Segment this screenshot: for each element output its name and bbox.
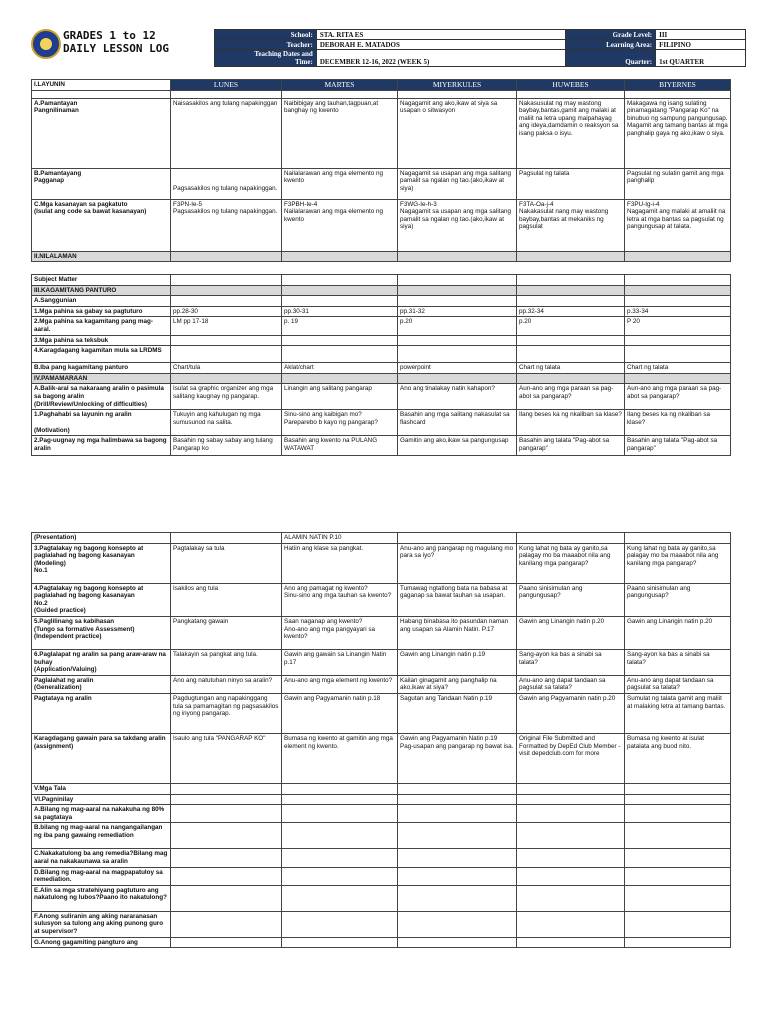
objectives-table [31, 79, 731, 262]
cell-biyernes [625, 911, 731, 937]
dates-label-line1: Teaching Dates and [254, 50, 313, 58]
cell-biyernes: Pagsulat ng sulatin gamit ang mga panghalip [625, 168, 731, 199]
cell-martes: Sinu-sino ang kaibigan mo? Pareparebo b kayo ng pangarap? [282, 410, 398, 436]
school-value: STA. RITA ES [316, 30, 565, 40]
title-line-2: DAILY LESSON LOG [63, 42, 169, 55]
table-row [32, 251, 731, 262]
cell-martes: Anu-ano ang mga element ng kwento? [282, 675, 398, 693]
row-label: 3.Pagtalakay ng bagong konsepto at paglalahad ng bagong kasanayan (Modeling) No.1 [32, 543, 171, 583]
grade-label: Grade Level: [566, 30, 656, 40]
cell-huwebes: F3TA-Oa-j-4 Nakakasulat nang may wastong baybay,bantas at mekaniks ng pagsulat [517, 199, 625, 251]
row-label: B.Pamantayang Pagganap [32, 168, 171, 199]
cell-miyerkules: Kailan ginagamit ang panghalip na ako,ikaw at siya? [398, 675, 517, 693]
cell-miyerkules: Sagutan ang Tandaan Natin p.19 [398, 693, 517, 733]
cell-huwebes [517, 911, 625, 937]
cell-biyernes [625, 251, 731, 262]
cell-martes [282, 937, 398, 948]
cell-martes: pp.30-31 [282, 306, 398, 317]
header [31, 29, 746, 73]
cell-martes [282, 251, 398, 262]
cell-martes [282, 805, 398, 823]
empty-cell [517, 90, 625, 98]
row-label: III.KAGAMITANG PANTURO [32, 285, 171, 296]
table-row [32, 410, 731, 436]
table-row [32, 937, 731, 948]
cell-biyernes [625, 533, 731, 544]
teacher-label: Teacher: [215, 40, 317, 50]
cell-martes [282, 285, 398, 296]
cell-huwebes: Anu-ano ang dapat tandaan sa pagsulat sa talata? [517, 675, 625, 693]
cell-huwebes: Paano sinisimulan ang pangungusap? [517, 583, 625, 616]
row-label: B.Iba pang kagamitang panturo [32, 363, 171, 374]
cell-huwebes [517, 296, 625, 307]
cell-huwebes [517, 885, 625, 911]
table-row [32, 616, 731, 649]
row-label: 4.Karagdagang kagamitan mula sa LRDMS [32, 346, 171, 363]
teacher-value: DEBORAH E. MATADOS [316, 40, 565, 50]
cell-miyerkules: p.20 [398, 317, 517, 335]
cell-martes [282, 911, 398, 937]
cell-miyerkules [398, 346, 517, 363]
cell-miyerkules: pp.31-32 [398, 306, 517, 317]
row-label: 1.Paghahabi sa layunin ng aralin (Motivation) [32, 410, 171, 436]
cell-huwebes [517, 533, 625, 544]
procedure-table [31, 532, 731, 948]
cell-lunes [171, 335, 282, 346]
cell-miyerkules: Habang binabasa ito pasundan naman ang usapan sa Alamin Natin. P.17 [398, 616, 517, 649]
cell-lunes [171, 805, 282, 823]
table-row [32, 885, 731, 911]
cell-lunes: Ano ang natutuhan ninyo sa aralin? [171, 675, 282, 693]
cell-biyernes: Gawin ang Linangin natin p.20 [625, 616, 731, 649]
cell-huwebes: Aun-ano ang mga paraan sa pag-abot sa pangarap? [517, 384, 625, 410]
row-label: Subject Matter [32, 275, 171, 286]
cell-biyernes [625, 823, 731, 849]
day-header-huwebes: HUWEBES [517, 80, 625, 91]
cell-martes: F3PBH-Ie-4 Nailalarawan ang mga elemento ng kwento [282, 199, 398, 251]
table-row [32, 867, 731, 885]
cell-martes: Saan naganap ang kwento? Ano-ano ang mga pangyayari sa kwento? [282, 616, 398, 649]
cell-huwebes: Pagsulat ng talata [517, 168, 625, 199]
cell-martes: Aklat/chart [282, 363, 398, 374]
area-label: Learning Area: [566, 40, 656, 50]
cell-biyernes: Anu-ano ang dapat tandaan sa pagsulat sa talata? [625, 675, 731, 693]
table-row [32, 649, 731, 675]
cell-miyerkules: Gawin ang Pagyamanin Natin p.19 Pag-usapan ang pangarap ng bawat isa. [398, 733, 517, 783]
cell-miyerkules: Tumawag ngtatlong bata na babasa at gaganap sa bawat tauhan sa usapan. [398, 583, 517, 616]
row-label: F.Anong suliranin ang aking nararanasan sulusyon sa tulong ang aking punong guro at supervisor? [32, 911, 171, 937]
cell-biyernes [625, 783, 731, 794]
cell-miyerkules [398, 849, 517, 867]
cell-miyerkules [398, 823, 517, 849]
cell-lunes [171, 911, 282, 937]
cell-miyerkules [398, 911, 517, 937]
cell-lunes [171, 794, 282, 805]
cell-miyerkules [398, 533, 517, 544]
cell-huwebes [517, 783, 625, 794]
cell-biyernes: Ilang beses ka ng nkaliban sa klase? [625, 410, 731, 436]
cell-lunes: Pagsasakilos ng tulang napakinggan. [171, 168, 282, 199]
cell-lunes: Tukuyin ang kahulugan ng mga sumusunod na salita. [171, 410, 282, 436]
title-line-1: GRADES 1 to 12 [63, 29, 156, 42]
day-header-miyerkules: MIYERKULES [398, 80, 517, 91]
cell-huwebes: Original File Submitted and Formatted by DepEd Club Member - visit depedclub.com for more [517, 733, 625, 783]
cell-huwebes [517, 373, 625, 384]
cell-lunes [171, 251, 282, 262]
table-row [32, 794, 731, 805]
cell-martes [282, 275, 398, 286]
cell-lunes: Pagtalakay sa tula [171, 543, 282, 583]
row-label: 2.Pag-uugnay ng mga halimbawa sa bagong aralin [32, 436, 171, 456]
cell-huwebes: Basahin ang talata "Pag-abot sa pangarap" [517, 436, 625, 456]
table-row [32, 384, 731, 410]
cell-biyernes: Chart ng talata [625, 363, 731, 374]
cell-miyerkules: Basahin ang mga salitang nakasulat sa flashcard [398, 410, 517, 436]
cell-lunes [171, 823, 282, 849]
cell-lunes: F3PN-Ie-5 Pagsasakilos ng tulang napakinggan. [171, 199, 282, 251]
cell-miyerkules: Nagagamit ang ako,ikaw at siya sa usapan o sitwasyon [398, 98, 517, 168]
cell-huwebes: Gawin ang Pagyamanin natin p.20 [517, 693, 625, 733]
cell-miyerkules [398, 373, 517, 384]
meta-table [214, 29, 746, 67]
row-label: IV.PAMAMARAAN [32, 373, 171, 384]
table-row [32, 783, 731, 794]
row-label: V.Mga Tala [32, 783, 171, 794]
cell-huwebes [517, 285, 625, 296]
cell-martes: Gawin ang Pagyamanin natin p.18 [282, 693, 398, 733]
table-row [32, 306, 731, 317]
cell-biyernes: Sang-ayon ka bas a sinabi sa talata? [625, 649, 731, 675]
row-label: 4.Pagtalakay ng bagong konsepto at paglalahad ng bagong kasanayan No.2 (Guided practice) [32, 583, 171, 616]
cell-lunes [171, 533, 282, 544]
cell-biyernes: Makagawa ng isang sulating pinamagatang "Pangarap Ko" na binubuo ng sampung pangungusap. Magamit ang tamang bantas at mga panghalip gaya ng ako,ikaw o siya. [625, 98, 731, 168]
cell-martes: Basahin ang kwento na PULANG WATAWAT [282, 436, 398, 456]
row-label: A.Sanggunian [32, 296, 171, 307]
cell-biyernes [625, 794, 731, 805]
row-label: C.Mga kasanayan sa pagkatuto (Isulat ang code sa bawat kasanayan) [32, 199, 171, 251]
row-label: (Presentation) [32, 533, 171, 544]
cell-miyerkules [398, 285, 517, 296]
cell-lunes: Talakayin sa pangkat ang tula. [171, 649, 282, 675]
cell-huwebes [517, 346, 625, 363]
cell-biyernes [625, 346, 731, 363]
cell-huwebes [517, 794, 625, 805]
row-label: B.bilang ng mag-aaral na nangangailangan ng iba pang gawaing remediation [32, 823, 171, 849]
cell-lunes: LM pp 17-18 [171, 317, 282, 335]
table-row [32, 363, 731, 374]
cell-lunes [171, 783, 282, 794]
cell-martes [282, 885, 398, 911]
table-row [32, 823, 731, 849]
cell-huwebes [517, 251, 625, 262]
cell-lunes: Basahin ng sabay sabay ang tulang Pangarap ko [171, 436, 282, 456]
cell-lunes [171, 346, 282, 363]
cell-huwebes: Nakasusulat ng may wastong baybay,bantas,gamit ang malaki at maliit na letra upang maipahayag ang ideya,damdamin o reaksyon sa isang paksa o isyu. [517, 98, 625, 168]
cell-biyernes [625, 285, 731, 296]
cell-miyerkules [398, 783, 517, 794]
cell-miyerkules [398, 251, 517, 262]
cell-biyernes: Sumulat ng talata gamit ang maliit at malaking letra at tamang bantas. [625, 693, 731, 733]
row-label: 6.Paglalapat ng aralin sa pang araw-araw na buhay (Application/Valuing) [32, 649, 171, 675]
cell-lunes [171, 867, 282, 885]
cell-martes: Bumasa ng kwento at gamitin ang mga element ng kwento. [282, 733, 398, 783]
table-row [32, 733, 731, 783]
cell-biyernes [625, 805, 731, 823]
row-label: 3.Mga pahina sa teksbuk [32, 335, 171, 346]
table-row [32, 533, 731, 544]
cell-martes [282, 794, 398, 805]
school-label: School: [215, 30, 317, 40]
cell-martes [282, 335, 398, 346]
row-label: D.Bilang ng mag-aaral na magpapatuloy sa remediation. [32, 867, 171, 885]
cell-lunes [171, 373, 282, 384]
cell-lunes: pp.28-30 [171, 306, 282, 317]
cell-lunes: Pagdugtungan ang napakinggang tula sa pamamagitan ng pagsasakilos ng inyong pangarap. [171, 693, 282, 733]
cell-martes [282, 823, 398, 849]
cell-lunes [171, 275, 282, 286]
spacer-row [32, 90, 731, 98]
table-row [32, 296, 731, 307]
cell-miyerkules [398, 885, 517, 911]
row-label: Paglalahat ng aralin (Generalization) [32, 675, 171, 693]
materials-table [31, 274, 731, 456]
row-label: 2.Mga pahina sa kagamitang pang mag-aaral. [32, 317, 171, 335]
row-label: Karagdagang gawain para sa takdang aralin (assignment) [32, 733, 171, 783]
empty-cell [398, 90, 517, 98]
cell-biyernes [625, 849, 731, 867]
table-row [32, 317, 731, 335]
row-label: II.NILALAMAN [32, 251, 171, 262]
row-label: C.Nakakatulong ba ang remedia?Bilang mag aaral na nakakaunawa sa aralin [32, 849, 171, 867]
cell-miyerkules [398, 335, 517, 346]
dates-label-line2: Time: [295, 58, 313, 66]
table-row [32, 285, 731, 296]
table-row [32, 543, 731, 583]
cell-martes: ALAMIN NATIN P.10 [282, 533, 398, 544]
table-row [32, 373, 731, 384]
grade-value: III [656, 30, 746, 40]
row-label: G.Anong gagamiting pangturo ang [32, 937, 171, 948]
cell-miyerkules [398, 937, 517, 948]
table-row [32, 346, 731, 363]
day-header-lunes: LUNES [171, 80, 282, 91]
cell-huwebes: Ilang beses ka ng nkaliban sa klase? [517, 410, 625, 436]
dates-label [215, 50, 317, 67]
dates-value: DECEMBER 12-16, 2022 (WEEK 5) [316, 50, 565, 67]
cell-lunes: Isulat sa graphic organizer ang mga salitang kaugnay ng pangarap. [171, 384, 282, 410]
row-label: A.Balik-aral sa nakaraang aralin o pasimula sa bagong aralin (Drill/Review/Unlocking of difficulties) [32, 384, 171, 410]
cell-lunes [171, 849, 282, 867]
cell-lunes: Isakilos ang tula [171, 583, 282, 616]
cell-biyernes: P 20 [625, 317, 731, 335]
cell-biyernes [625, 937, 731, 948]
cell-lunes [171, 296, 282, 307]
row-label: 1.Mga pahina sa gabay sa pagtuturo [32, 306, 171, 317]
cell-lunes: Pangkatang gawain [171, 616, 282, 649]
cell-martes: Nailalarawan ang mga elemento ng kwento [282, 168, 398, 199]
cell-biyernes [625, 296, 731, 307]
cell-lunes [171, 885, 282, 911]
empty-cell [625, 90, 731, 98]
cell-huwebes [517, 849, 625, 867]
cell-lunes [171, 285, 282, 296]
quarter-label: Quarter: [566, 50, 656, 67]
cell-huwebes [517, 805, 625, 823]
cell-miyerkules [398, 275, 517, 286]
cell-martes [282, 296, 398, 307]
table-row [32, 911, 731, 937]
quarter-value: 1st QUARTER [656, 50, 746, 67]
table-row [32, 583, 731, 616]
cell-miyerkules: Anu-ano ang pangarap ng magulang mo para sa iyo? [398, 543, 517, 583]
cell-huwebes: Gawin ang Linangin natin p.20 [517, 616, 625, 649]
cell-martes: Ano ang pamagat ng kwento? Sinu-sino ang mga tauhan sa kwento? [282, 583, 398, 616]
cell-huwebes: p.20 [517, 317, 625, 335]
empty-cell [282, 90, 398, 98]
cell-huwebes: Chart ng talata [517, 363, 625, 374]
table-row [32, 335, 731, 346]
cell-miyerkules [398, 296, 517, 307]
cell-huwebes: pp.32-34 [517, 306, 625, 317]
table-row [32, 199, 731, 251]
cell-huwebes [517, 275, 625, 286]
cell-martes: Gawin ang gawain sa Linangin Natin p.17 [282, 649, 398, 675]
day-header-biyernes: BIYERNES [625, 80, 731, 91]
deped-seal-icon [31, 29, 61, 59]
cell-martes [282, 373, 398, 384]
cell-martes [282, 783, 398, 794]
cell-biyernes: Kung lahat ng bata ay ganito,sa palagay mo ba maaabot nila ang kanilang mga pangarap? [625, 543, 731, 583]
cell-miyerkules [398, 805, 517, 823]
day-header-row [32, 80, 731, 91]
cell-biyernes: Aun-ano ang mga paraan sa pag-abot sa pangarap? [625, 384, 731, 410]
cell-miyerkules: Gamitin ang ako,ikaw sa pangungusap [398, 436, 517, 456]
cell-martes: p. 19 [282, 317, 398, 335]
cell-lunes: Chart/tula [171, 363, 282, 374]
cell-miyerkules: Nagagamit sa usapan ang mga salitang pamalit sa ngalan ng tao.(ako,ikaw at siya) [398, 168, 517, 199]
cell-biyernes: Basahin ang talata "Pag-abot sa pangarap" [625, 436, 731, 456]
cell-biyernes [625, 867, 731, 885]
cell-lunes: Naisasakilos ang tulang napakinggan [171, 98, 282, 168]
cell-miyerkules: Ano ang tinalakay natin kahapon? [398, 384, 517, 410]
row-label: VI.Pagninilay [32, 794, 171, 805]
cell-miyerkules: Gawin ang Linangin natin p.19 [398, 649, 517, 675]
cell-lunes: Isaulo ang tula "PANGARAP KO" [171, 733, 282, 783]
table-row [32, 805, 731, 823]
cell-martes: Hatiin ang klase sa pangkat. [282, 543, 398, 583]
table-row [32, 693, 731, 733]
row-label: 5.Paglilinang sa kabihasan (Tungo sa formative Assessment) (Independent practice) [32, 616, 171, 649]
cell-biyernes: p.33-34 [625, 306, 731, 317]
cell-martes: Naibibigay ang tauhan,tagpuan,at banghay ng kwento [282, 98, 398, 168]
cell-biyernes [625, 885, 731, 911]
day-header-martes: MARTES [282, 80, 398, 91]
cell-biyernes [625, 335, 731, 346]
empty-cell [171, 90, 282, 98]
table-row [32, 275, 731, 286]
cell-biyernes: Bumasa ng kwento at isulat patalata ang buod nito. [625, 733, 731, 783]
empty-cell [32, 90, 171, 98]
cell-martes [282, 867, 398, 885]
cell-huwebes [517, 823, 625, 849]
cell-huwebes [517, 335, 625, 346]
cell-lunes [171, 937, 282, 948]
cell-biyernes [625, 373, 731, 384]
row-label: A.Pamantayan Pangnilinaman [32, 98, 171, 168]
document-title [63, 29, 169, 55]
table-row [32, 849, 731, 867]
row-label: Pagtataya ng aralin [32, 693, 171, 733]
cell-biyernes: Paano sinisimulan ang pangungusap? [625, 583, 731, 616]
area-value: FILIPINO [656, 40, 746, 50]
cell-huwebes: Sang-ayon ka bas a sinabi sa talata? [517, 649, 625, 675]
cell-huwebes [517, 867, 625, 885]
cell-biyernes [625, 275, 731, 286]
cell-martes [282, 849, 398, 867]
cell-biyernes: F3PU-Ig-i-4 Nagagamit ang malaki at amaliit na letra at mga bantas sa pagsulat ng pangungusap at talata. [625, 199, 731, 251]
cell-miyerkules: F3WG-Ie-h-3 Nagagamit sa usapan ang mga salitang pamalit sa ngalan ng tao.(ako,ikaw at siya) [398, 199, 517, 251]
cell-martes [282, 346, 398, 363]
table-row [32, 675, 731, 693]
table-row [32, 436, 731, 456]
section-layunin-label: I.LAYUNIN [32, 80, 171, 91]
row-label: A.Bilang ng mag-aaral na nakakuha ng 80% sa pagtataya [32, 805, 171, 823]
cell-huwebes: Kung lahat ng bata ay ganito,sa palagay mo ba maaabot nila ang kanilang mga pangarap? [517, 543, 625, 583]
table-row [32, 168, 731, 199]
cell-miyerkules [398, 794, 517, 805]
cell-miyerkules: powerpoint [398, 363, 517, 374]
table-row [32, 98, 731, 168]
cell-miyerkules [398, 867, 517, 885]
cell-huwebes [517, 937, 625, 948]
row-label: E.Alin sa mga stratehiyang pagtuturo ang nakatulong ng lubos?Paano ito nakatulong? [32, 885, 171, 911]
cell-martes: Linangin ang salitang pangarap [282, 384, 398, 410]
